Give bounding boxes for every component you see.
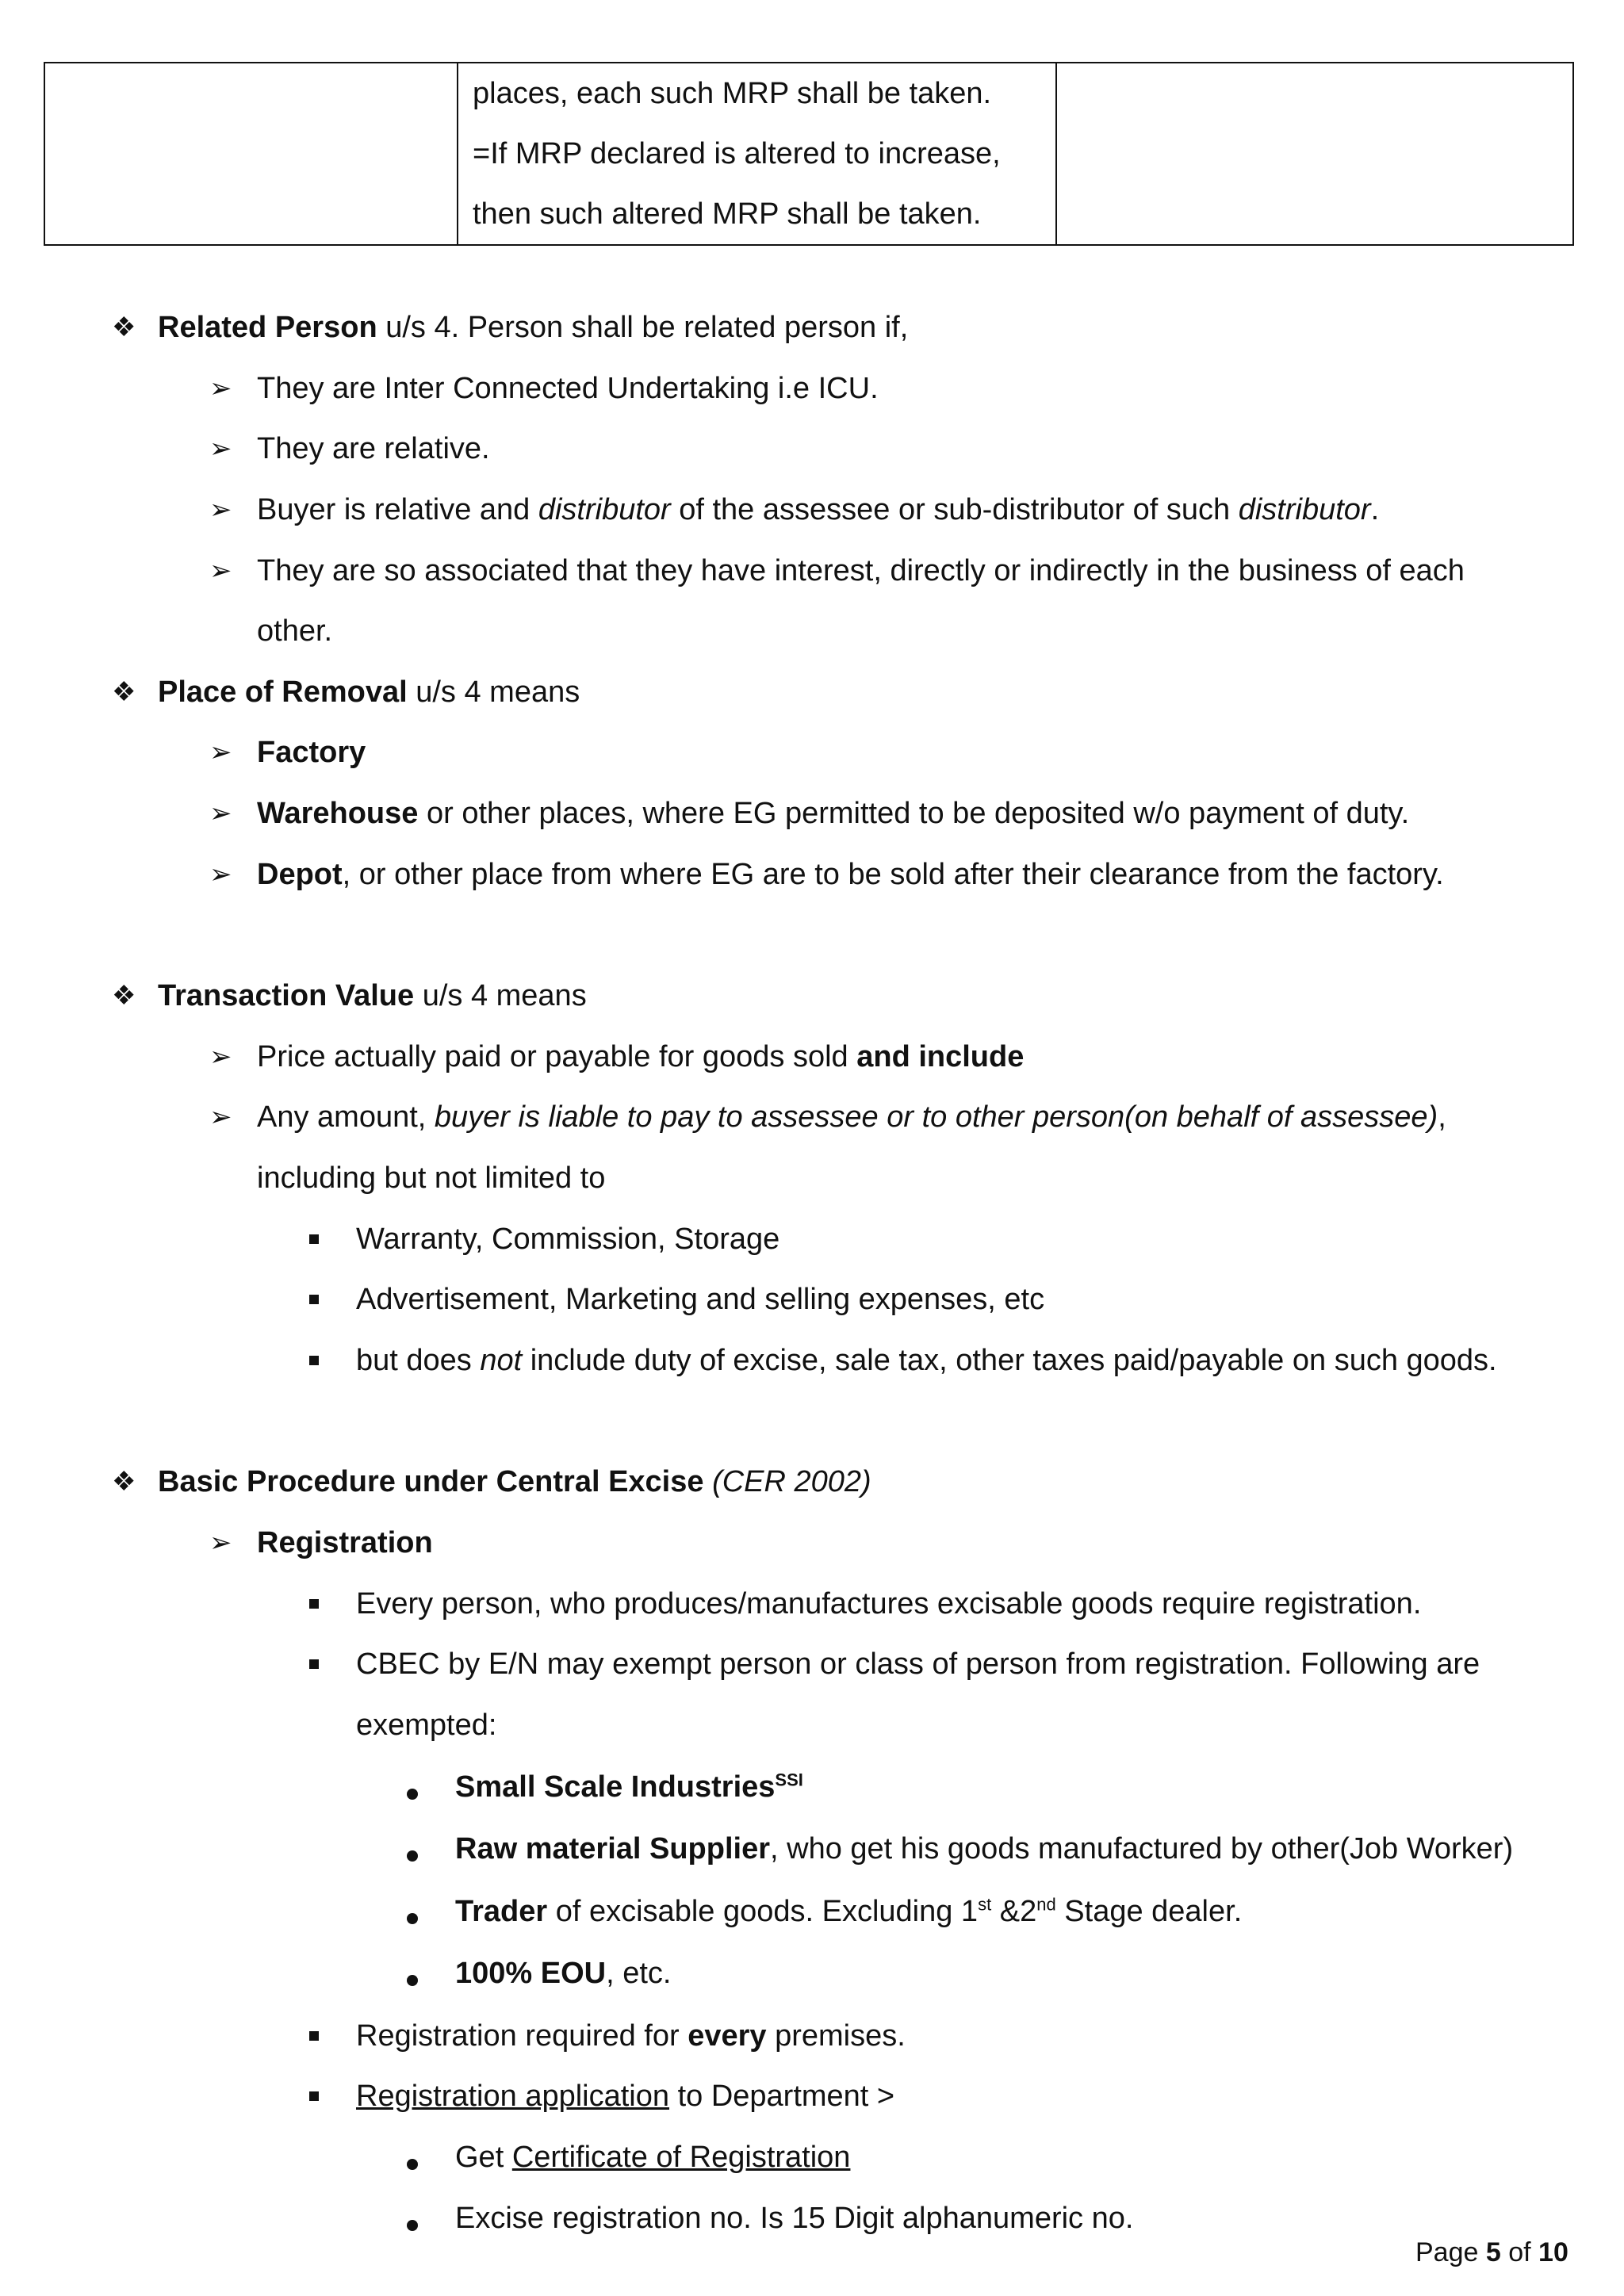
arrow-bullet-icon: ➢ — [209, 737, 232, 767]
list-item: Every person, who produces/manufactures excisable goods require registration. — [356, 1587, 1422, 1621]
square-bullet-icon — [309, 1659, 319, 1669]
list-item: They are relative. — [257, 432, 490, 465]
diamond-bullet-icon: ❖ — [112, 981, 136, 1011]
transaction-value-heading: Transaction Value u/s 4 means — [158, 979, 587, 1012]
square-bullet-icon — [309, 2091, 319, 2101]
list-item-continuation: including but not limited to — [257, 1161, 606, 1195]
square-bullet-icon — [309, 1295, 319, 1304]
square-bullet-icon — [309, 1599, 319, 1609]
list-item-continuation: exempted: — [356, 1709, 497, 1742]
list-item: Raw material Supplier, who get his goods manufactured by other(Job Worker) — [455, 1832, 1514, 1866]
arrow-bullet-icon: ➢ — [209, 798, 232, 828]
list-item: 100% EOU, etc. — [455, 1957, 672, 1990]
list-item: Warranty, Commission, Storage — [356, 1223, 780, 1256]
page-number: Page 5 of 10 — [1415, 2237, 1568, 2267]
arrow-bullet-icon: ➢ — [209, 495, 232, 525]
square-bullet-icon — [309, 1234, 319, 1244]
list-item: Warehouse or other places, where EG permitted to be deposited w/o payment of duty. — [257, 797, 1410, 830]
arrow-bullet-icon: ➢ — [209, 434, 232, 464]
diamond-bullet-icon: ❖ — [112, 1467, 136, 1497]
list-item: Registration required for every premises. — [356, 2019, 906, 2053]
place-of-removal-heading: Place of Removal u/s 4 means — [158, 675, 580, 709]
round-bullet-icon — [407, 2220, 418, 2231]
square-bullet-icon — [309, 1356, 319, 1365]
arrow-bullet-icon: ➢ — [209, 1042, 232, 1072]
arrow-bullet-icon: ➢ — [209, 859, 232, 890]
arrow-bullet-icon: ➢ — [209, 1102, 232, 1132]
round-bullet-icon — [407, 1789, 418, 1800]
table-line: then such altered MRP shall be taken. — [473, 197, 982, 231]
related-person-heading: Related Person u/s 4. Person shall be related person if, — [158, 311, 909, 344]
list-item-continuation: other. — [257, 614, 333, 648]
list-item: Small Scale Industries$^{SSI}$ — [455, 1770, 803, 1804]
list-item: Advertisement, Marketing and selling expenses, etc — [356, 1283, 1045, 1316]
round-bullet-icon — [407, 1913, 418, 1924]
diamond-bullet-icon: ❖ — [112, 677, 136, 707]
list-item: Trader of excisable goods. Excluding 1st &2nd Stage dealer. — [455, 1894, 1243, 1928]
list-item: Registration application to Department > — [356, 2080, 895, 2113]
diamond-bullet-icon: ❖ — [112, 312, 136, 342]
list-item: CBEC by E/N may exempt person or class of person from registration. Following are — [356, 1647, 1480, 1681]
arrow-bullet-icon: ➢ — [209, 1528, 232, 1558]
list-item: Price actually paid or payable for goods sold and include — [257, 1040, 1025, 1073]
list-item: Depot, or other place from where EG are to be sold after their clearance from the factory. — [257, 858, 1444, 891]
list-item: They are so associated that they have interest, directly or indirectly in the business of each — [257, 554, 1465, 587]
table-cell-empty-right — [1056, 63, 1573, 245]
table-cell-empty-left — [44, 63, 458, 245]
table-line: places, each such MRP shall be taken. — [473, 77, 992, 110]
list-item: Any amount, buyer is liable to pay to assessee or to other person(on behalf of assessee), — [257, 1100, 1446, 1134]
table-line: =If MRP declared is altered to increase, — [473, 137, 1001, 170]
list-item: Buyer is relative and distributor of the assessee or sub-distributor of such distributor. — [257, 493, 1380, 526]
list-item: but does not include duty of excise, sale tax, other taxes paid/payable on such goods. — [356, 1344, 1497, 1377]
round-bullet-icon — [407, 2159, 418, 2170]
arrow-bullet-icon: ➢ — [209, 556, 232, 586]
round-bullet-icon — [407, 1975, 418, 1986]
list-item: Excise registration no. Is 15 Digit alphanumeric no. — [455, 2202, 1134, 2235]
list-item: Factory — [257, 736, 366, 769]
square-bullet-icon — [309, 2031, 319, 2041]
list-item: They are Inter Connected Undertaking i.e ICU. — [257, 372, 879, 405]
arrow-bullet-icon: ➢ — [209, 373, 232, 404]
basic-procedure-heading: Basic Procedure under Central Excise (CER 2002) — [158, 1465, 871, 1498]
list-item: Get Certificate of Registration — [455, 2141, 851, 2174]
table-cell-mrp-text — [458, 63, 1056, 245]
round-bullet-icon — [407, 1850, 418, 1862]
registration-subheading: Registration — [257, 1526, 433, 1559]
mrp-table — [44, 62, 1574, 246]
